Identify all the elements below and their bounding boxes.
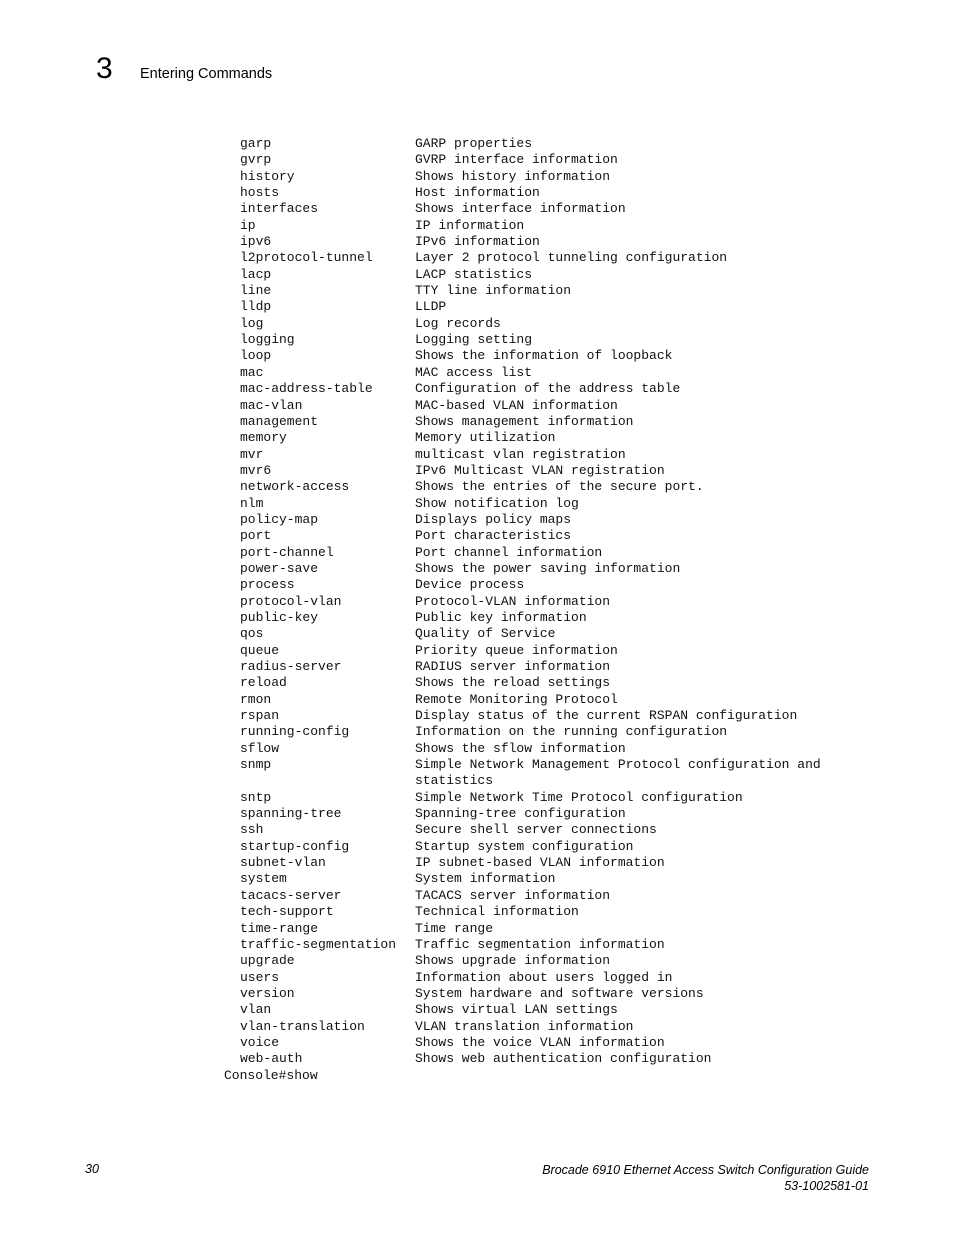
command-name: interfaces — [240, 201, 319, 217]
command-listing — [224, 136, 821, 1084]
command-row — [224, 643, 821, 659]
command-name: sntp — [240, 789, 272, 805]
command-row — [224, 839, 821, 855]
command-description: Memory utilization — [415, 430, 556, 446]
command-row — [224, 398, 821, 414]
command-description: LACP statistics — [415, 266, 533, 282]
command-row — [224, 496, 821, 512]
command-name: ip — [240, 217, 256, 233]
command-row — [224, 790, 821, 806]
command-description: GARP properties — [415, 136, 533, 151]
command-name: users — [240, 969, 280, 985]
command-row — [224, 561, 821, 577]
command-name: mvr — [240, 446, 264, 462]
command-name: time-range — [240, 920, 319, 936]
command-description: Port channel information — [415, 544, 603, 560]
command-row — [224, 414, 821, 430]
command-row — [224, 904, 821, 920]
command-name: startup-config — [240, 838, 350, 854]
command-row — [224, 545, 821, 561]
command-name: rspan — [240, 708, 280, 724]
command-description: Startup system configuration — [415, 838, 634, 854]
command-name: voice — [240, 1034, 280, 1050]
command-row — [224, 299, 821, 315]
command-name: spanning-tree — [240, 806, 342, 822]
command-row — [224, 937, 821, 953]
command-row — [224, 675, 821, 691]
command-description: IP subnet-based VLAN information — [415, 855, 665, 871]
command-description: statistics — [415, 773, 494, 789]
command-description: multicast vlan registration — [415, 446, 626, 462]
command-row — [224, 1002, 821, 1018]
command-description: Technical information — [415, 904, 579, 920]
command-description: Shows the reload settings — [415, 675, 611, 691]
command-description: Information about users logged in — [415, 969, 673, 985]
command-name: history — [240, 168, 295, 184]
command-name: mac — [240, 364, 264, 380]
command-description: Public key information — [415, 609, 587, 625]
command-row — [224, 528, 821, 544]
command-description: Shows web authentication configuration — [415, 1051, 712, 1067]
command-name: version — [240, 985, 295, 1001]
command-description: TACACS server information — [415, 887, 611, 903]
command-row — [224, 332, 821, 348]
command-name: mac-vlan — [240, 397, 303, 413]
command-name: tech-support — [240, 904, 334, 920]
command-description: Simple Network Management Protocol configuration and — [415, 757, 821, 773]
command-name: hosts — [240, 185, 280, 201]
command-row — [224, 136, 821, 152]
command-description: LLDP — [415, 299, 447, 315]
command-row — [224, 741, 821, 757]
command-description: IPv6 information — [415, 234, 540, 250]
command-description: Shows interface information — [415, 201, 626, 217]
command-name: log — [240, 315, 264, 331]
command-name: line — [240, 283, 272, 299]
command-description: Time range — [415, 920, 494, 936]
command-row — [224, 169, 821, 185]
command-name: ssh — [240, 822, 264, 838]
command-row — [224, 626, 821, 642]
command-description: Show notification log — [415, 495, 579, 511]
command-name: process — [240, 577, 295, 593]
command-name: qos — [240, 626, 264, 642]
command-description: Configuration of the address table — [415, 381, 681, 397]
command-row — [224, 283, 821, 299]
command-row — [224, 512, 821, 528]
command-row — [224, 970, 821, 986]
command-description: Shows virtual LAN settings — [415, 1002, 618, 1018]
command-description: Displays policy maps — [415, 511, 572, 527]
command-row — [224, 430, 821, 446]
command-description: Traffic segmentation information — [415, 936, 665, 952]
command-row — [224, 724, 821, 740]
command-description: Device process — [415, 577, 525, 593]
command-row — [224, 316, 821, 332]
command-name: logging — [240, 332, 295, 348]
command-row — [224, 381, 821, 397]
command-name: sflow — [240, 740, 280, 756]
command-row — [224, 348, 821, 364]
command-description: MAC access list — [415, 364, 533, 380]
command-row — [224, 757, 821, 773]
command-name: garp — [240, 136, 272, 151]
page-number: 30 — [85, 1162, 99, 1176]
command-description: Shows the entries of the secure port. — [415, 479, 704, 495]
command-name: traffic-segmentation — [240, 936, 397, 952]
command-description: Protocol-VLAN information — [415, 593, 611, 609]
command-description: Quality of Service — [415, 626, 556, 642]
footer-info — [542, 1162, 869, 1194]
command-description: VLAN translation information — [415, 1018, 634, 1034]
command-name: lldp — [240, 299, 272, 315]
command-row — [224, 463, 821, 479]
command-name: gvrp — [240, 152, 272, 168]
command-name: power-save — [240, 560, 319, 576]
command-name: radius-server — [240, 659, 342, 674]
command-name: vlan-translation — [240, 1018, 365, 1034]
command-row — [224, 953, 821, 969]
command-name: port-channel — [240, 544, 334, 560]
command-row — [224, 185, 821, 201]
command-description: System information — [415, 871, 556, 887]
command-name: network-access — [240, 479, 350, 495]
command-row — [224, 1019, 821, 1035]
command-name: lacp — [240, 266, 272, 282]
command-name: rmon — [240, 691, 272, 707]
command-row — [224, 218, 821, 234]
command-row — [224, 577, 821, 593]
command-name: policy-map — [240, 511, 319, 527]
command-description: Shows the information of loopback — [415, 348, 673, 364]
command-description: Host information — [415, 185, 540, 201]
command-name: memory — [240, 430, 287, 446]
command-row — [224, 1051, 821, 1067]
command-row — [224, 773, 821, 789]
command-row — [224, 888, 821, 904]
command-row — [224, 152, 821, 168]
command-description: Layer 2 protocol tunneling configuration — [415, 250, 728, 266]
command-description: IPv6 Multicast VLAN registration — [415, 462, 665, 478]
command-row — [224, 986, 821, 1002]
command-name: tacacs-server — [240, 887, 342, 903]
command-row — [224, 921, 821, 937]
doc-number: 53-1002581-01 — [784, 1179, 869, 1193]
command-rows — [224, 136, 821, 1068]
command-description: Simple Network Time Protocol configuration — [415, 789, 743, 805]
command-row — [224, 855, 821, 871]
command-name: management — [240, 413, 319, 429]
command-row — [224, 1035, 821, 1051]
command-row — [224, 201, 821, 217]
command-name: running-config — [240, 724, 350, 740]
command-description: Shows the power saving information — [415, 560, 681, 576]
command-description: MAC-based VLAN information — [415, 397, 618, 413]
command-description: Priority queue information — [415, 642, 618, 658]
command-name: port — [240, 528, 272, 544]
command-name: upgrade — [240, 953, 295, 969]
command-description: Shows history information — [415, 168, 611, 184]
command-name: mvr6 — [240, 462, 272, 478]
command-row — [224, 659, 821, 675]
command-name: reload — [240, 675, 287, 691]
command-description: Port characteristics — [415, 528, 572, 544]
command-row — [224, 479, 821, 495]
command-row — [224, 594, 821, 610]
command-name: public-key — [240, 609, 319, 625]
command-name: queue — [240, 642, 280, 658]
command-name: ipv6 — [240, 234, 272, 250]
command-description: Logging setting — [415, 332, 533, 348]
command-row — [224, 250, 821, 266]
command-description: IP information — [415, 217, 525, 233]
command-row — [224, 610, 821, 626]
chapter-number: 3 — [96, 52, 113, 85]
command-name: web-auth — [240, 1051, 303, 1067]
command-name: vlan — [240, 1002, 272, 1018]
command-row — [224, 871, 821, 887]
command-row — [224, 267, 821, 283]
command-name: nlm — [240, 495, 264, 511]
command-description: Secure shell server connections — [415, 822, 657, 838]
chapter-title: Entering Commands — [140, 66, 273, 82]
command-description: System hardware and software versions — [415, 985, 704, 1001]
command-description: RADIUS server information — [415, 659, 611, 674]
command-row — [224, 447, 821, 463]
command-row — [224, 692, 821, 708]
command-name: subnet-vlan — [240, 855, 326, 871]
guide-title: Brocade 6910 Ethernet Access Switch Configuration Guide — [542, 1163, 869, 1177]
command-name: l2protocol-tunnel — [240, 250, 373, 266]
command-row — [224, 806, 821, 822]
command-row — [224, 822, 821, 838]
command-description: Display status of the current RSPAN configuration — [415, 708, 798, 724]
command-description: Shows upgrade information — [415, 953, 611, 969]
command-name: protocol-vlan — [240, 593, 342, 609]
command-name: system — [240, 871, 287, 887]
command-row — [224, 365, 821, 381]
command-description: Shows management information — [415, 413, 634, 429]
command-description: TTY line information — [415, 283, 572, 299]
command-row — [224, 708, 821, 724]
command-name: loop — [240, 348, 272, 364]
command-description: Shows the sflow information — [415, 740, 626, 756]
command-row — [224, 234, 821, 250]
command-description: GVRP interface information — [415, 152, 618, 168]
command-description: Log records — [415, 315, 501, 331]
command-description: Shows the voice VLAN information — [415, 1034, 665, 1050]
command-name: mac-address-table — [240, 381, 373, 397]
command-name — [224, 773, 415, 789]
command-description: Remote Monitoring Protocol — [415, 691, 618, 707]
command-description: Spanning-tree configuration — [415, 806, 626, 822]
command-name: snmp — [240, 757, 272, 773]
command-description: Information on the running configuration — [415, 724, 728, 740]
console-prompt: Console#show — [224, 1067, 318, 1083]
